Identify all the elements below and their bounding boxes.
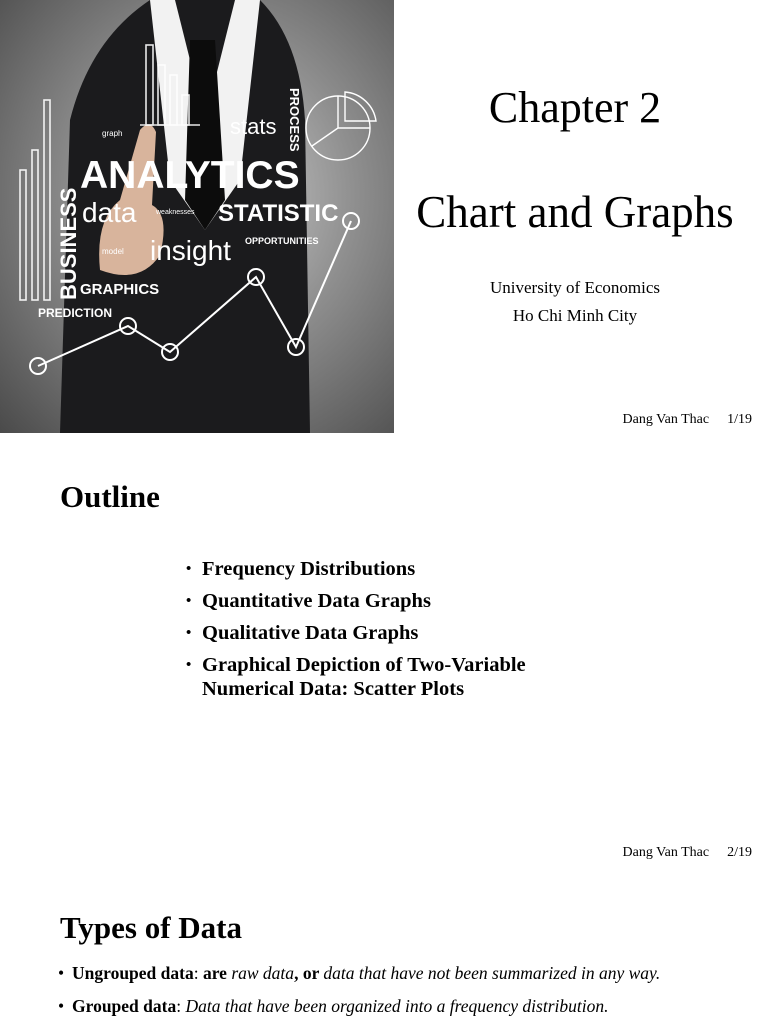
- footer-page-number: 2/19: [727, 845, 752, 860]
- chapter-title: Chapter 2: [488, 83, 662, 132]
- university-line-2: Ho Chi Minh City: [512, 306, 638, 325]
- word-process: PROCESS: [287, 88, 302, 152]
- footer-page-number: 1/19: [727, 412, 752, 427]
- word-graphics: GRAPHICS: [80, 281, 160, 298]
- list-item-ungrouped: [58, 963, 698, 984]
- outline-item: • Graphical Depiction of Two-Variable Numerical Data: Scatter Plots: [186, 653, 582, 701]
- word-weaknesses: weaknesses: [156, 209, 195, 216]
- analytics-illustration: [0, 0, 394, 433]
- outline-slide: [0, 433, 768, 867]
- outline-item: • Quantitative Data Graphs: [186, 589, 582, 613]
- definition-grouped: Data that have been organized into a frequency distribution.: [185, 996, 609, 1016]
- term-ungrouped: Ungrouped data: [72, 963, 194, 983]
- colon: :: [193, 963, 203, 983]
- word-prediction: PREDICTION: [38, 306, 113, 320]
- term-grouped: Grouped data: [72, 996, 177, 1016]
- slide-heading: Outline: [60, 479, 160, 514]
- word-business: BUSINESS: [56, 187, 81, 300]
- word-stats: stats: [230, 114, 277, 139]
- outline-item: • Frequency Distributions: [186, 557, 582, 581]
- types-of-data-slide: [0, 867, 768, 1024]
- university-name: [394, 274, 756, 330]
- word-graph: graph: [102, 129, 123, 138]
- colon: :: [176, 996, 186, 1016]
- word-opportunities: OPPORTUNITIES: [245, 236, 319, 246]
- slide-footer: [623, 845, 752, 861]
- list-item-grouped: [58, 996, 698, 1017]
- word-insight: insight: [150, 235, 231, 266]
- word-are: are: [202, 963, 232, 983]
- word-data: data: [82, 197, 137, 228]
- title-slide: [0, 0, 768, 433]
- analytics-hero-image: [0, 0, 394, 433]
- footer-author: Dang Van Thac: [622, 845, 710, 860]
- word-or: , or: [294, 963, 324, 983]
- word-statistic: STATISTIC: [218, 200, 339, 227]
- outline-item: • Qualitative Data Graphs: [186, 621, 582, 645]
- slide-heading: Types of Data: [60, 910, 242, 945]
- types-list: [58, 963, 698, 1024]
- footer-author: Dang Van Thac: [622, 412, 710, 427]
- slide-footer: [623, 412, 752, 428]
- outline-list: [186, 557, 582, 709]
- phrase-raw-data: raw data: [231, 963, 295, 983]
- chapter-subtitle: Chart and Graphs: [416, 187, 734, 237]
- definition-ungrouped: data that have not been summarized in any way.: [323, 963, 661, 983]
- word-model: model: [102, 247, 124, 256]
- university-line-1: University of Economics: [490, 278, 660, 297]
- word-analytics: ANALYTICS: [80, 154, 300, 197]
